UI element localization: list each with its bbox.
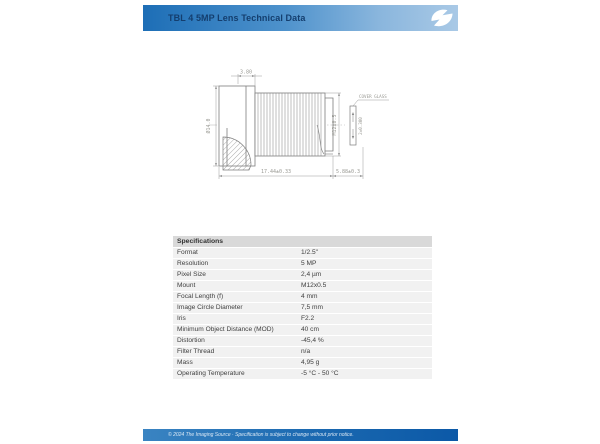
dim-back-focal-text: 5.88±0.3 (335, 169, 361, 175)
spec-value: 7,5 mm (301, 304, 323, 311)
spec-value: 1/2.5" (301, 249, 319, 256)
spec-label: Image Circle Diameter (177, 304, 243, 311)
lens-technical-drawing (193, 66, 393, 186)
table-row (173, 358, 432, 369)
dim-outer-diameter-text: Ø14.0 (206, 118, 212, 134)
cover-glass-label: COVER GLASS (359, 94, 387, 99)
table-row (173, 270, 432, 281)
spec-label: Pixel Size (177, 271, 206, 278)
table-row (173, 248, 432, 259)
spec-label: Focal Length (f) (177, 293, 224, 300)
table-row (173, 303, 432, 314)
footer-text: © 2024 The Imaging Source · Specification is subject to change without prior notice. (168, 432, 354, 438)
spec-value: -5 °C - 50 °C (301, 370, 339, 377)
footer-bar (143, 429, 458, 441)
specifications-table (173, 236, 432, 380)
table-row (173, 325, 432, 336)
cover-glass (350, 106, 356, 145)
spec-label: Format (177, 249, 198, 256)
spec-value: 4 mm (301, 293, 318, 300)
dim-front-step-text: 3.80 (239, 69, 253, 76)
spec-label: Filter Thread (177, 348, 215, 355)
table-row (173, 336, 432, 347)
page-title: TBL 4 5MP Lens Technical Data (168, 13, 306, 23)
dim-body-length-text: 17.44±0.33 (260, 169, 292, 175)
spec-label: Distortion (177, 337, 205, 344)
spec-value: -45,4 % (301, 337, 324, 344)
table-row (173, 314, 432, 325)
spec-value: 4,95 g (301, 359, 320, 366)
spec-label: Minimum Object Distance (MOD) (177, 326, 274, 333)
spec-value: F2.2 (301, 315, 315, 322)
datasheet-page (143, 0, 458, 444)
imaging-source-logo-icon (430, 7, 454, 29)
spec-label: Mass (177, 359, 193, 366)
spec-value: M12x0.5 (301, 282, 327, 289)
spec-label: Mount (177, 282, 196, 289)
dim-thread-text: M12x0.5 (332, 114, 338, 136)
header-bar (143, 5, 458, 31)
table-row (173, 281, 432, 292)
table-header: Specifications (173, 236, 432, 248)
table-row (173, 369, 432, 380)
spec-value: n/a (301, 348, 311, 355)
spec-value: 2,4 µm (301, 271, 322, 278)
spec-value: 40 cm (301, 326, 319, 333)
spec-label: Operating Temperature (177, 370, 245, 377)
dim-cover-glass-text: 2±0.300 (358, 117, 363, 135)
table-row (173, 259, 432, 270)
spec-value: 5 MP (301, 260, 317, 267)
table-row (173, 292, 432, 303)
spec-label: Iris (177, 315, 186, 322)
table-row (173, 347, 432, 358)
spec-label: Resolution (177, 260, 209, 267)
